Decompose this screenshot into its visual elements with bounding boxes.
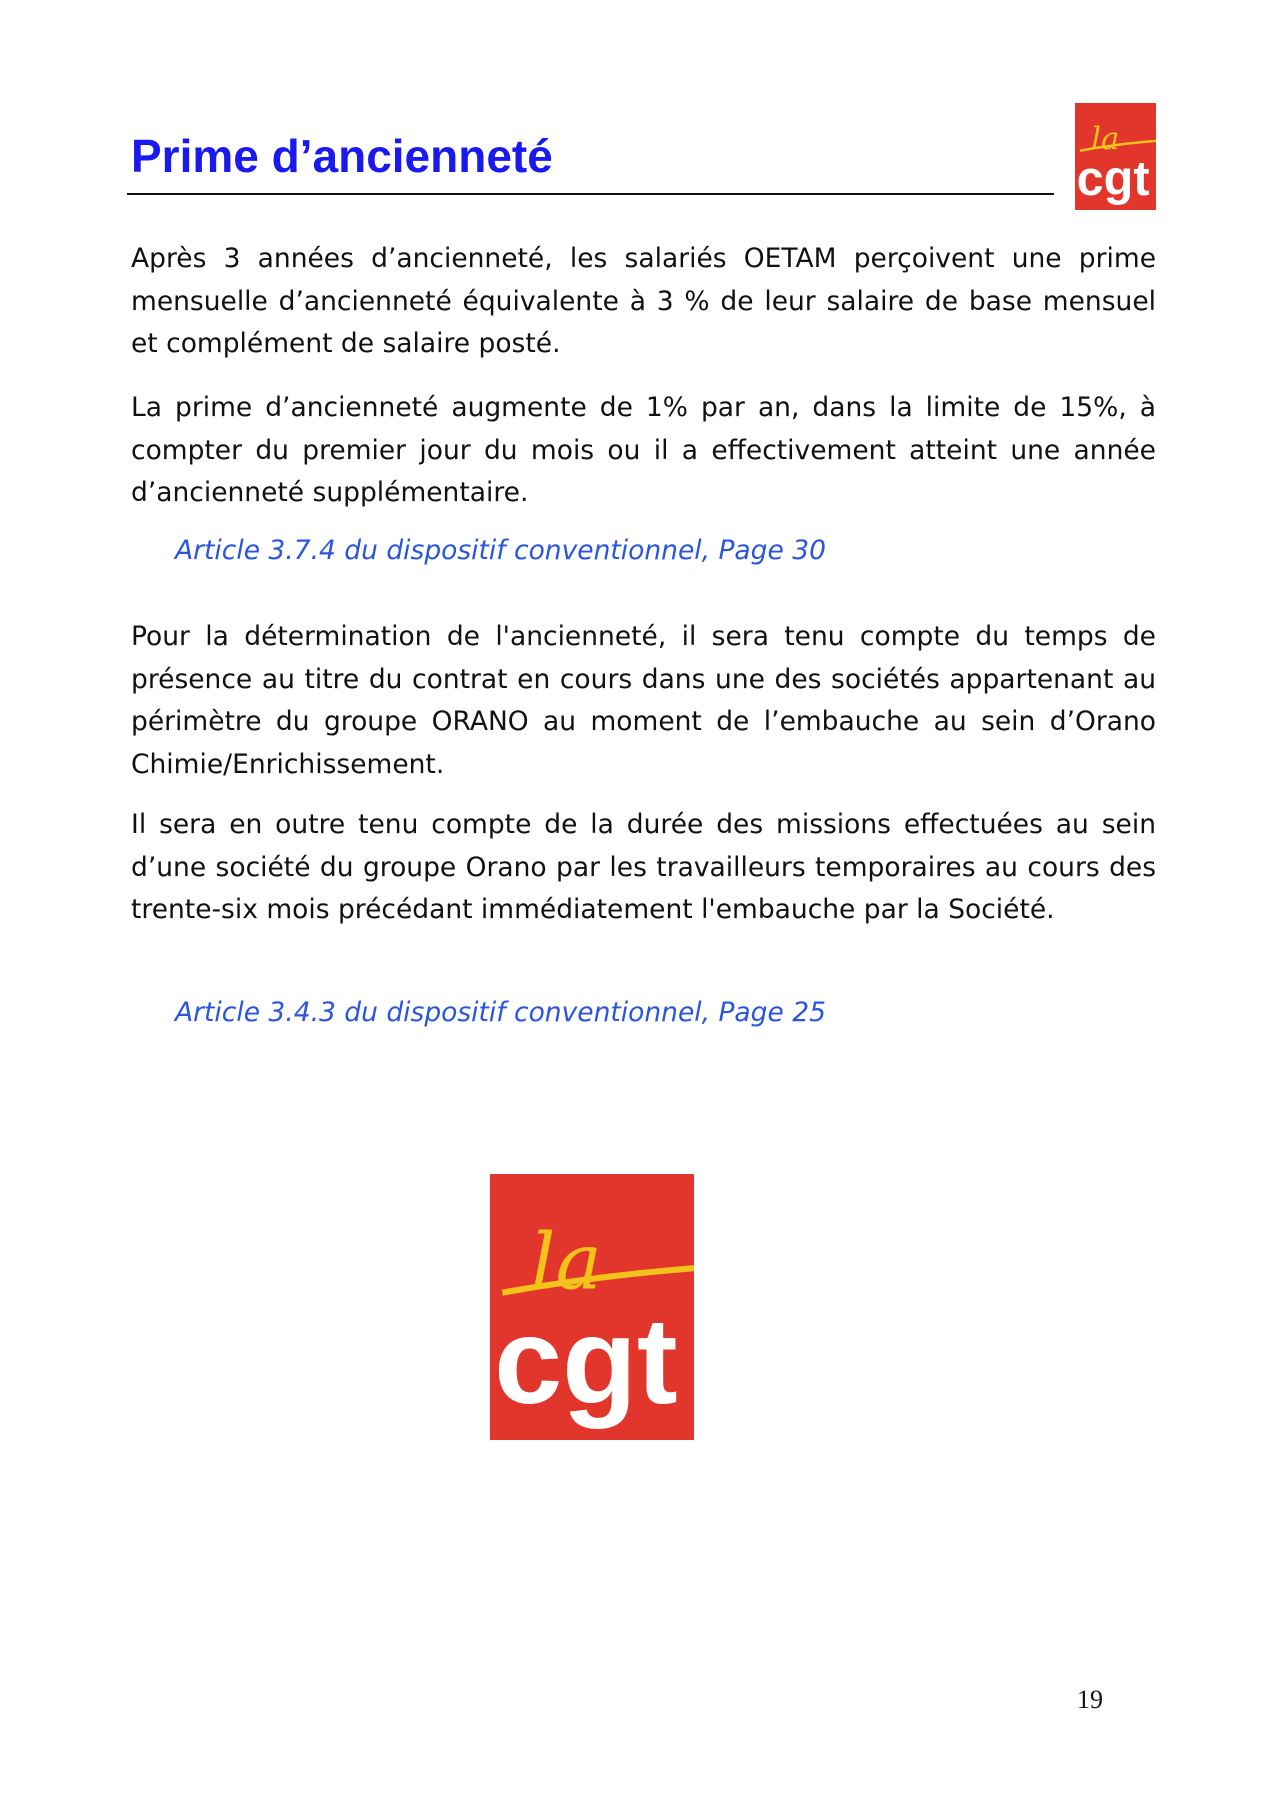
logo-script-text: la xyxy=(530,1217,602,1308)
paragraph: Pour la détermination de l'ancienneté, il sera tenu compte du temps de présence au titre du contrat en cours dans une des sociétés appartenant au périmètre du groupe ORANO au moment de l’embauche au sein d’Orano Chimie/Enrichissement. xyxy=(131,621,1156,780)
paragraph: Il sera en outre tenu compte de la durée des missions effectuées au sein d’une société du groupe Orano par les travailleurs temporaires au cours des trente-six mois précédant immédiatement l'embauche par la Société. xyxy=(131,809,1156,925)
title-underline xyxy=(127,193,1054,195)
article-reference: Article 3.7.4 du dispositif conventionnel, Page 30 xyxy=(175,535,826,566)
logo-script-text: la xyxy=(1091,120,1120,158)
logo-letters-text: cgt xyxy=(1076,151,1150,207)
cgt-logo-graphic xyxy=(490,1174,694,1440)
article-reference: Article 3.4.3 du dispositif conventionnel, Page 25 xyxy=(175,997,826,1028)
cgt-logo-graphic xyxy=(1075,103,1156,210)
paragraph: Après 3 années d’ancienneté, les salariés OETAM perçoivent une prime mensuelle d’ancienneté équivalente à 3 % de leur salaire de base mensuel et complément de salaire posté. xyxy=(131,243,1156,359)
page-number: 19 xyxy=(1077,1685,1103,1714)
cgt-logo-center xyxy=(490,1174,694,1440)
logo-letters-text: cgt xyxy=(494,1292,678,1430)
paragraph: La prime d’ancienneté augmente de 1% par an, dans la limite de 15%, à compter du premier jour du mois ou il a effectivement atteint une année d’ancienneté supplémentaire. xyxy=(131,392,1156,508)
cgt-logo-header xyxy=(1075,103,1156,210)
page-title: Prime d’ancienneté xyxy=(131,130,553,182)
